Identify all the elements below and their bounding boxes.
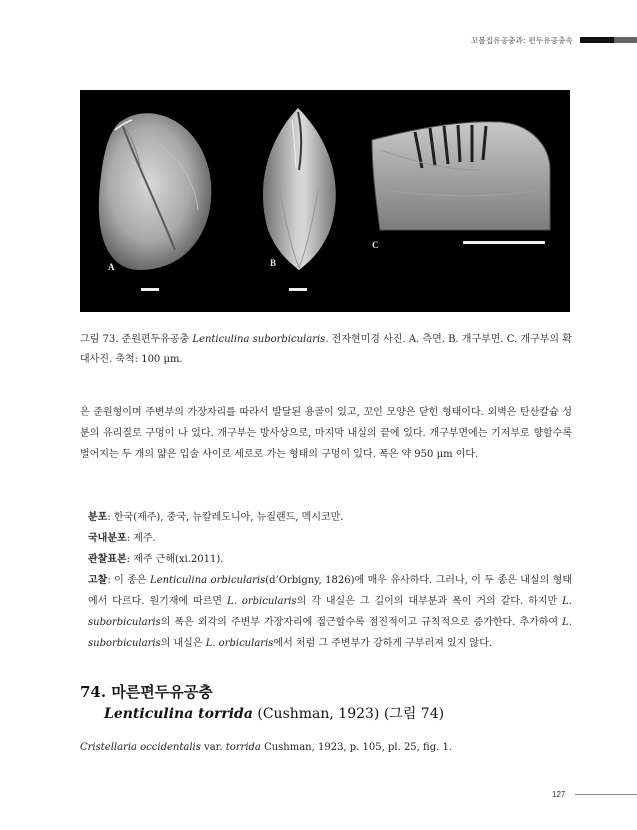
distribution-entry: 분포: 한국(제주), 중국, 뉴칼레도니아, 뉴질랜드, 멕시코만.: [88, 512, 344, 523]
figure-label-b: B: [270, 258, 277, 268]
synonym-citation: Cristellaria occidentalis var. torrida Cushman, 1923, p. 105, pl. 25, fig. 1.: [80, 742, 452, 753]
domestic-distribution-entry: 국내분포: 제주.: [88, 533, 156, 544]
section-heading: 74. 마른편두유공충: [80, 683, 213, 701]
section-authority: (Cushman, 1923) (그림 74): [252, 706, 445, 722]
running-head: [471, 33, 637, 47]
specimen-b-image: [263, 108, 336, 270]
footer-rule: [575, 794, 637, 795]
section-species-name: Lenticulina torrida: [104, 706, 253, 722]
running-head-text: 꼬볼집유공충과: 편두유공충속: [470, 35, 573, 45]
sem-figure: [80, 90, 570, 312]
figure-label-a: A: [108, 262, 115, 272]
specimen-entry: 관찰표본: 제주 근해(xi.2011).: [88, 554, 224, 565]
specimen-a-image: [99, 113, 212, 270]
page-number: 127: [552, 789, 566, 799]
description-paragraph: 은 준원형이며 주변부의 가장자리를 따라서 발달된 용골이 있고, 꼬인 모양은 닫힌 형태이다. 외벽은 탄산칼슘 성분의 유리질로 구멍이 나 있다. 개구부는 방사상으로, 마지막 내실의 끝에 있다. 개구부면에는 기저부로 향할수록 벌어지는 두 개의 얇은 입술 사이로 세로로 가는 형태의 구멍이 있다. 폭은 약 950 μm 이다.: [80, 407, 572, 460]
remarks-entry: 고찰: 이 종은 Lenticulina orbicularis(d’Orbigny, 1826)에 매우 유사하다. 그러나, 이 두 종은 내실의 형태에서 다르다. 원기재에 따르면 L. orbicularis의 각 내실은 그 길이의 대부분과 폭이 거의 같다. 하지만 L. suborbicularis의 폭은 외각의 주변부 가장자리에 접근할수록 점진적이고 규칙적으로 증가한다. 추가하여 L. suborbicularis의 내실은 L. orbicularis에서 처럼 그 주변부가 강하게 구부러져 있지 않다.: [88, 575, 573, 649]
scale-bar-c: [463, 241, 545, 244]
species-entries: [80, 507, 572, 654]
running-head-bar: [580, 37, 614, 43]
section-species-line: [104, 704, 444, 724]
figure-caption: 그림 73. 준원편두유공충 Lenticulina suborbicularis. 전자현미경 사진. A. 측면. B. 개구부면. C. 개구부의 확대사진. 축척: 100 μm.: [80, 334, 572, 365]
specimen-c-image: [372, 122, 550, 230]
caption-species: Lenticulina suborbicularis: [192, 334, 326, 345]
running-head-bar-light: [614, 37, 637, 43]
page-footer: [552, 787, 637, 801]
sem-photo-panel: [80, 90, 570, 312]
scale-bar-a: [141, 288, 159, 291]
scale-bar-b: [289, 288, 307, 291]
figure-label-c: C: [372, 240, 379, 250]
